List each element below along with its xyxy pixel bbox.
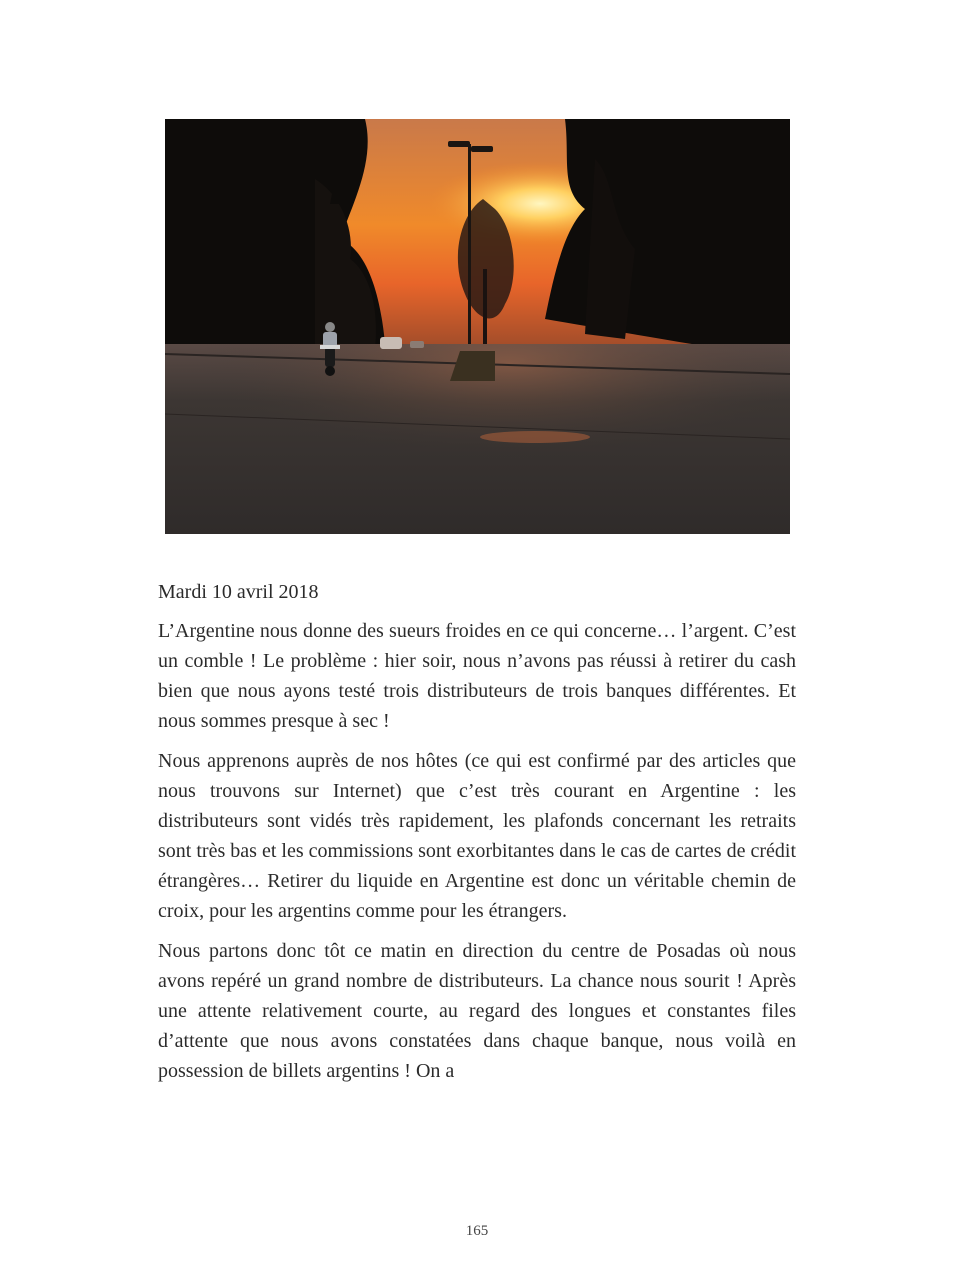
car-icon xyxy=(380,337,402,349)
lamp-post xyxy=(468,144,471,369)
sunset-street-photo xyxy=(165,119,790,534)
photo-illustration xyxy=(165,119,790,534)
car-icon xyxy=(410,341,424,348)
paragraph-3: Nous partons donc tôt ce matin en direction du centre de Posadas où nous avons repéré un grand nombre de distributeurs. La chance nous sourit ! Après une attente relativement courte, au regard des longues et constantes files d’attente que nous avons constatées dans chaque banque, nous voilà en possession de billets argentins ! On a xyxy=(158,940,796,1082)
right-trees xyxy=(545,119,790,359)
diary-entry xyxy=(158,578,796,1096)
paragraph-2: Nous apprenons auprès de nos hôtes (ce qui est confirmé par des articles que nous trouvons sur Internet) que c’est très courant en Argentine : les distributeurs sont vidés très rapidement, les plafonds concernant les retraits sont très bas et les commissions sont exorbitantes dans le cas de cartes de crédit étrangères… Retirer du liquide en Argentine est donc un véritable chemin de croix, pour les argentins comme pour les étrangers. xyxy=(158,750,796,922)
entry-date: Mardi 10 avril 2018 xyxy=(158,581,319,603)
paragraph-1: L’Argentine nous donne des sueurs froides en ce qui concerne… l’argent. C’est un comble ! Le problème : hier soir, nous n’avons pas réussi à retirer du cash bien que nous ayons testé trois distributeurs de trois banques différentes. Et nous sommes presque à sec ! xyxy=(158,620,796,732)
page-number: 165 xyxy=(465,1223,489,1239)
